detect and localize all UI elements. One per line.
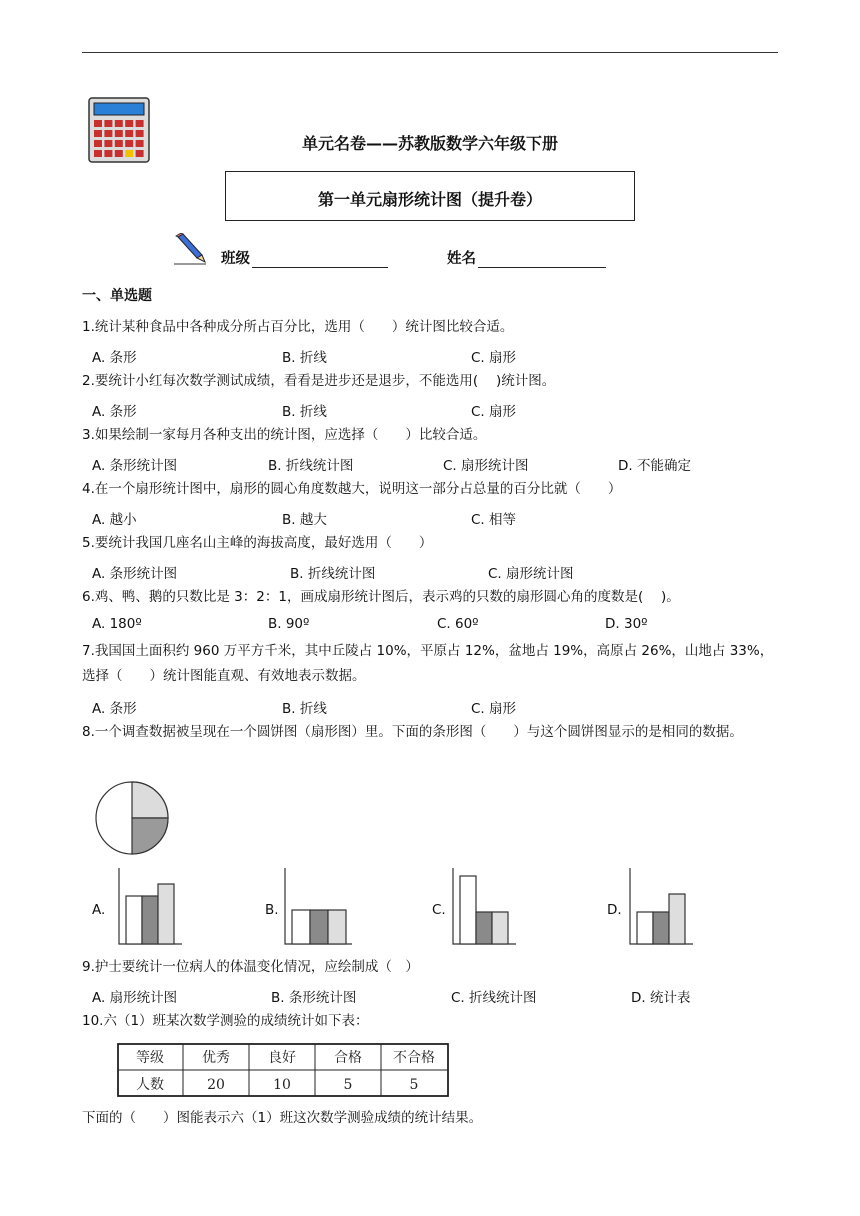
- q7-option-a[interactable]: A. 条形: [92, 701, 137, 717]
- q8-bar-chart-b: [282, 868, 352, 948]
- q2-option-c[interactable]: C. 扇形: [471, 404, 517, 420]
- q8-option-b[interactable]: B.: [265, 902, 279, 918]
- q8-option-c[interactable]: C.: [432, 902, 446, 918]
- bar: [492, 912, 508, 944]
- q5-option-a[interactable]: A. 条形统计图: [92, 566, 178, 582]
- question-4: 4.在一个扇形统计图中，扇形的圆心角度数越大，说明这一部分占总量的百分比就（ ）: [82, 481, 622, 497]
- q3-option-d[interactable]: D. 不能确定: [618, 458, 691, 474]
- table-row-cell: 5: [409, 1077, 419, 1093]
- name-input-line[interactable]: [478, 251, 606, 268]
- q9-option-d[interactable]: D. 统计表: [631, 990, 691, 1006]
- question-6: 6.鸡、鸭、鹅的只数比是 3：2：1，画成扇形统计图后，表示鸡的只数的扇形圆心角的度数是( )。: [82, 589, 680, 605]
- q2-option-a[interactable]: A. 条形: [92, 404, 137, 420]
- q4-option-c[interactable]: C. 相等: [471, 512, 517, 528]
- question-8: 8.一个调查数据被呈现在一个圆饼图（扇形图）里。下面的条形图（ ）与这个圆饼图显示的是相同的数据。: [82, 724, 743, 740]
- question-10-followup: 下面的（ ）图能表示六（1）班这次数学测验成绩的统计结果。: [82, 1110, 483, 1126]
- q8-option-d[interactable]: D.: [607, 902, 622, 918]
- subtitle-box: [225, 171, 635, 221]
- header-rule: [82, 52, 778, 53]
- bar: [142, 896, 158, 944]
- q9-option-a[interactable]: A. 扇形统计图: [92, 990, 178, 1006]
- q8-bar-chart-a: [116, 868, 182, 948]
- q1-option-c[interactable]: C. 扇形: [471, 350, 517, 366]
- question-2: 2.要统计小红每次数学测试成绩，看看是进步还是退步，不能选用( )统计图。: [82, 373, 556, 389]
- calculator-key: [94, 120, 102, 127]
- bar: [637, 912, 653, 944]
- q8-bar-chart-c: [450, 868, 516, 948]
- bar: [328, 910, 346, 944]
- bar: [292, 910, 310, 944]
- calculator-key: [104, 120, 112, 127]
- q6-option-b[interactable]: B. 90º: [268, 616, 310, 632]
- bar: [158, 884, 174, 944]
- bar: [126, 896, 142, 944]
- table-header-cell: 不合格: [393, 1050, 435, 1066]
- q4-option-b[interactable]: B. 越大: [282, 512, 327, 528]
- q7-option-b[interactable]: B. 折线: [282, 701, 327, 717]
- calculator-key: [136, 120, 144, 127]
- main-title: 单元名卷——苏教版数学六年级下册: [301, 134, 558, 153]
- q9-option-c[interactable]: C. 折线统计图: [451, 990, 537, 1006]
- table-header-cell: 合格: [334, 1050, 362, 1066]
- q3-option-c[interactable]: C. 扇形统计图: [443, 458, 529, 474]
- q6-option-d[interactable]: D. 30º: [605, 616, 648, 632]
- table-header-cell: 等级: [136, 1050, 164, 1066]
- q8-pie-chart: [94, 780, 170, 856]
- table-row-cell: 5: [343, 1077, 353, 1093]
- sub-title: 第一单元扇形统计图（提升卷）: [317, 190, 542, 209]
- q1-option-a[interactable]: A. 条形: [92, 350, 137, 366]
- table-row-cell: 10: [273, 1077, 291, 1093]
- question-1: 1.统计某种食品中各种成分所占百分比，选用（ ）统计图比较合适。: [82, 319, 514, 335]
- q3-option-a[interactable]: A. 条形统计图: [92, 458, 178, 474]
- name-field: [447, 247, 606, 268]
- pie-slice-light: [132, 782, 168, 818]
- question-9: 9.护士要统计一位病人的体温变化情况，应绘制成（ ）: [82, 959, 419, 975]
- q2-option-b[interactable]: B. 折线: [282, 404, 327, 420]
- table-row-cell: 人数: [136, 1077, 164, 1093]
- q3-option-b[interactable]: B. 折线统计图: [268, 458, 354, 474]
- calculator-key: [125, 120, 133, 127]
- q9-option-b[interactable]: B. 条形统计图: [271, 990, 357, 1006]
- q6-option-c[interactable]: C. 60º: [437, 616, 479, 632]
- q6-option-a[interactable]: A. 180º: [92, 616, 142, 632]
- table-header-cell: 良好: [268, 1050, 296, 1066]
- q8-bar-chart-d: [627, 868, 693, 948]
- bar: [669, 894, 685, 944]
- pencil-icon: [172, 233, 208, 267]
- table-header-cell: 优秀: [202, 1050, 230, 1066]
- question-10: 10.六（1）班某次数学测验的成绩统计如下表：: [82, 1013, 369, 1029]
- q7-option-c[interactable]: C. 扇形: [471, 701, 517, 717]
- class-field: [221, 247, 388, 268]
- q5-option-c[interactable]: C. 扇形统计图: [488, 566, 574, 582]
- question-3: 3.如果绘制一家每月各种支出的统计图，应选择（ ）比较合适。: [82, 427, 487, 443]
- q5-option-b[interactable]: B. 折线统计图: [290, 566, 376, 582]
- bar: [653, 912, 669, 944]
- question-7: 7.我国国土面积约 960 万平方千米，其中丘陵占 10%，平原占 12%，盆地占 19%，高原占 26%，山地占 33%，选择（ ）统计图能直观、有效地表示数据。: [82, 643, 774, 684]
- q10-score-table: [117, 1043, 449, 1097]
- class-label: 班级: [221, 251, 250, 267]
- section-title: 一、单选题: [82, 288, 152, 304]
- q8-option-a[interactable]: A.: [92, 902, 106, 918]
- question-5: 5.要统计我国几座名山主峰的海拔高度，最好选用（ ）: [82, 535, 433, 551]
- bar: [476, 912, 492, 944]
- calculator-key: [115, 120, 123, 127]
- pie-slice-dark: [132, 818, 168, 854]
- name-label: 姓名: [447, 251, 476, 267]
- q1-option-b[interactable]: B. 折线: [282, 350, 327, 366]
- bar: [310, 910, 328, 944]
- table-row-cell: 20: [207, 1077, 225, 1093]
- q4-option-a[interactable]: A. 越小: [92, 512, 137, 528]
- class-input-line[interactable]: [252, 251, 388, 268]
- bar: [460, 876, 476, 944]
